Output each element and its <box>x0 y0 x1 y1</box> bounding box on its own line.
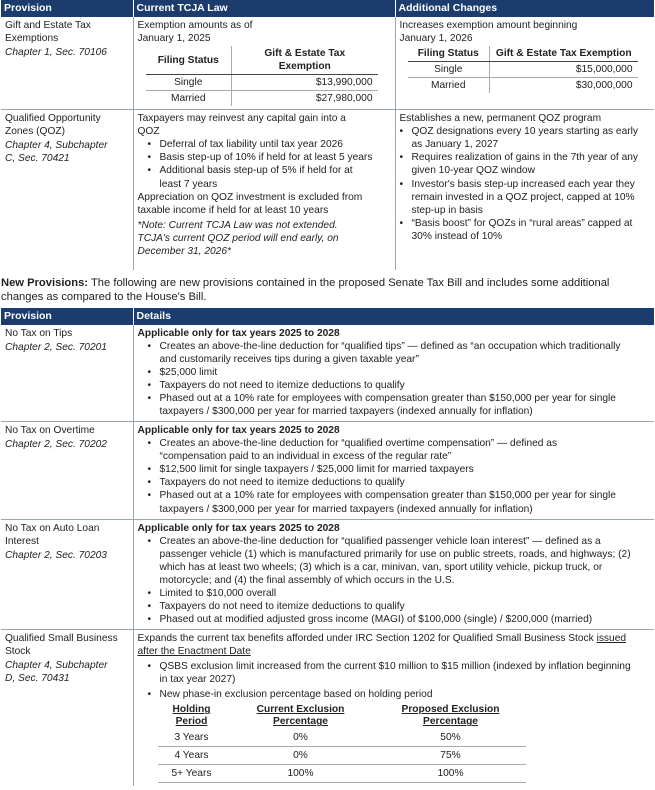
proposed-percentage-header: Proposed Exclusion Percentage <box>401 704 500 728</box>
table-header-row <box>1 0 654 17</box>
proposed-percentage: 100% <box>376 764 526 782</box>
table-row <box>408 78 638 94</box>
provision-ref: Chapter 4, Subchapter D, Sec. 70431 <box>5 660 108 685</box>
table-row-qoz <box>1 110 654 270</box>
provision-ref: Chapter 4, Subchapter C, Sec. 70421 <box>5 140 108 165</box>
proposed-percentage: 75% <box>376 746 526 764</box>
filing-status: Single <box>408 62 490 78</box>
table-row-auto-loan <box>1 519 654 629</box>
current-intro: Taxpayers may reinvest any capital gain into a QOZ <box>137 113 346 138</box>
current-exemption-table <box>146 46 378 106</box>
list-item: • QSBS exclusion limit increased from the current $10 million to $15 million (indexed by inflation beginning in tax year 2027) <box>152 660 632 686</box>
filing-status-header: Filing Status <box>408 46 490 62</box>
current-law-cell <box>133 17 395 110</box>
phase-in-table <box>158 704 526 783</box>
list-item: • “Basis boost” for QOZs in “rural areas” capped at 30% instead of 10% <box>404 217 639 243</box>
new-provisions-intro <box>1 276 651 305</box>
details-bullets <box>152 437 627 515</box>
list-item: • $12,500 limit for single taxpayers / $25,000 limit for married taxpayers <box>152 463 627 476</box>
current-after: Appreciation on QOZ investment is excluded from taxable income if held for at least 10 years <box>137 191 363 216</box>
exemption-amount: $15,000,000 <box>490 62 638 78</box>
table-row <box>146 91 378 107</box>
list-item: • Deferral of tax liability until tax year 2026 <box>152 138 377 151</box>
table-row <box>146 75 378 91</box>
applicability: Applicable only for tax years 2025 to 2028 <box>137 327 340 339</box>
header-additional-changes: Additional Changes <box>395 0 654 17</box>
list-item: • $25,000 limit <box>152 366 627 379</box>
list-item: • Taxpayers do not need to itemize deductions to qualify <box>152 476 627 489</box>
holding-period: 5+ Years <box>158 764 226 782</box>
proposed-exemption-table <box>408 46 638 93</box>
provision-cell <box>1 629 133 785</box>
details-cell <box>133 422 654 519</box>
filing-status: Married <box>170 93 206 105</box>
additional-changes-cell <box>395 17 654 110</box>
provision-ref: Chapter 2, Sec. 70202 <box>5 439 107 451</box>
list-item: • Investor's basis step-up increased each year they remain invested in a QOZ project, capped at 10% step-up in basis <box>404 178 639 217</box>
current-note: *Note: Current TCJA Law was not extended. TCJA's current QOZ period will end early, on December 31, 2026* <box>137 219 339 257</box>
table-row-qsbs <box>1 629 654 785</box>
applicability: Applicable only for tax years 2025 to 2028 <box>137 522 340 534</box>
table-row <box>408 62 638 78</box>
list-item: • Requires realization of gains in the 7th year of any given 10-year QOZ window <box>404 151 639 177</box>
provision-cell <box>1 110 133 270</box>
header-provision: Provision <box>1 308 133 325</box>
list-item: • Limited to $10,000 overall <box>152 587 632 600</box>
details-cell <box>133 629 654 785</box>
header-provision: Provision <box>1 0 133 17</box>
provision-cell <box>1 17 133 110</box>
header-details: Details <box>133 308 654 325</box>
filing-status: Married <box>430 80 466 92</box>
tcja-comparison-table <box>1 0 654 270</box>
exemption-header: Gift & Estate Tax Exemption <box>490 46 638 62</box>
list-item: • Phased out at a 10% rate for employees with compensation greater than $150,000 per year for single taxpayers / $300,000 per year for married taxpayers (indexed annually for inflation) <box>152 392 627 418</box>
list-item: • Basis step-up of 10% if held for at least 5 years <box>152 151 377 164</box>
current-percentage: 0% <box>226 746 376 764</box>
new-provisions-table <box>1 308 654 786</box>
new-provisions-label: New Provisions: <box>1 276 89 289</box>
details-bullets <box>152 660 632 701</box>
current-percentage: 0% <box>226 729 376 747</box>
current-bullets <box>152 138 377 190</box>
provision-title: Qualified Opportunity Zones (QOZ) <box>5 113 101 138</box>
changes-intro: Establishes a new, permanent QOZ program <box>399 113 602 125</box>
applicability: Applicable only for tax years 2025 to 2028 <box>137 425 340 437</box>
exemption-amount: $13,990,000 <box>232 75 378 91</box>
provision-title: No Tax on Overtime <box>5 425 95 437</box>
details-cell <box>133 325 654 422</box>
provision-title: No Tax on Tips <box>5 327 73 339</box>
qsbs-intro-text: Expands the current tax benefits afforded under IRC Section 1202 for Qualified Small Business Stock <box>137 632 597 644</box>
list-item: • Taxpayers do not need to itemize deductions to qualify <box>152 379 627 392</box>
holding-period: 3 Years <box>158 729 226 747</box>
header-current-law: Current TCJA Law <box>133 0 395 17</box>
holding-period-header: Holding Period <box>172 704 211 728</box>
changes-bullets <box>404 125 639 242</box>
exemption-amount: $30,000,000 <box>490 78 638 94</box>
list-item: • Taxpayers do not need to itemize deductions to qualify <box>152 600 632 613</box>
provision-ref: Chapter 1, Sec. 70106 <box>5 47 107 59</box>
current-percentage-header: Current Exclusion Percentage <box>256 704 345 728</box>
list-item: • Creates an above-the-line deduction for “qualified tips” — defined as “an occupation which traditionally and customarily receives tips during a given taxable year” <box>152 340 627 366</box>
holding-period: 4 Years <box>158 746 226 764</box>
provision-ref: Chapter 2, Sec. 70203 <box>5 549 107 561</box>
qsbs-intro-underlined: issued after the Enactment Date <box>137 632 627 657</box>
table-row <box>158 746 526 764</box>
table-row-tips <box>1 325 654 422</box>
exemption-amount: $27,980,000 <box>232 91 378 107</box>
list-item: • Creates an above-the-line deduction for “qualified overtime compensation” — defined as “compensation paid to an individual in excess of the regular rate” <box>152 437 627 463</box>
changes-intro: Increases exemption amount beginning January 1, 2026 <box>399 20 578 45</box>
current-intro: Exemption amounts as of January 1, 2025 <box>137 20 253 45</box>
details-bullets <box>152 535 632 626</box>
table-row-overtime <box>1 422 654 519</box>
proposed-percentage: 50% <box>376 729 526 747</box>
provision-cell <box>1 422 133 519</box>
table-header-row <box>1 308 654 325</box>
table-row <box>158 764 526 782</box>
table-row-gift-estate <box>1 17 654 110</box>
provision-title: Gift and Estate Tax Exemptions <box>5 20 91 45</box>
list-item: • Creates an above-the-line deduction for “qualified passenger vehicle loan interest” — defined as a passenger vehicle (1) which is manufactured primarily for use on public streets, roads, and highways; (2) which has at least two wheels; (3) which is a car, minivan, van, sport utility vehicle, pickup truck, or motorcycle; and (4) the final assembly of which occurs in the U.S. <box>152 535 632 587</box>
details-bullets <box>152 340 627 418</box>
filing-status-header: Filing Status <box>146 46 232 75</box>
list-item: • Phased out at modified adjusted gross income (MAGI) of $100,000 (single) / $200,000 (married) <box>152 613 632 626</box>
list-item: • Additional basis step-up of 5% if held for at least 7 years <box>152 164 377 190</box>
provision-title: No Tax on Auto Loan Interest <box>5 522 100 547</box>
filing-status: Single <box>146 75 232 91</box>
list-item: • QOZ designations every 10 years starting as early as January 1, 2027 <box>404 125 639 151</box>
additional-changes-cell <box>395 110 654 270</box>
provision-cell <box>1 519 133 629</box>
details-cell <box>133 519 654 629</box>
exemption-header: Gift & Estate Tax Exemption <box>232 46 378 75</box>
provision-ref: Chapter 2, Sec. 70201 <box>5 341 107 353</box>
qsbs-intro <box>138 632 628 658</box>
provision-cell <box>1 325 133 422</box>
current-law-cell <box>133 110 395 270</box>
table-row <box>158 729 526 747</box>
list-item: • New phase-in exclusion percentage based on holding period <box>152 688 632 701</box>
provision-title: Qualified Small Business Stock <box>5 632 118 657</box>
current-percentage: 100% <box>226 764 376 782</box>
new-provisions-text: The following are new provisions contained in the proposed Senate Tax Bill and includes some additional changes as compared to the House's Bill. <box>1 276 610 304</box>
list-item: • Phased out at a 10% rate for employees with compensation greater than $150,000 per year for single taxpayers / $300,000 per year for married taxpayers (indexed annually for inflation) <box>152 489 627 515</box>
